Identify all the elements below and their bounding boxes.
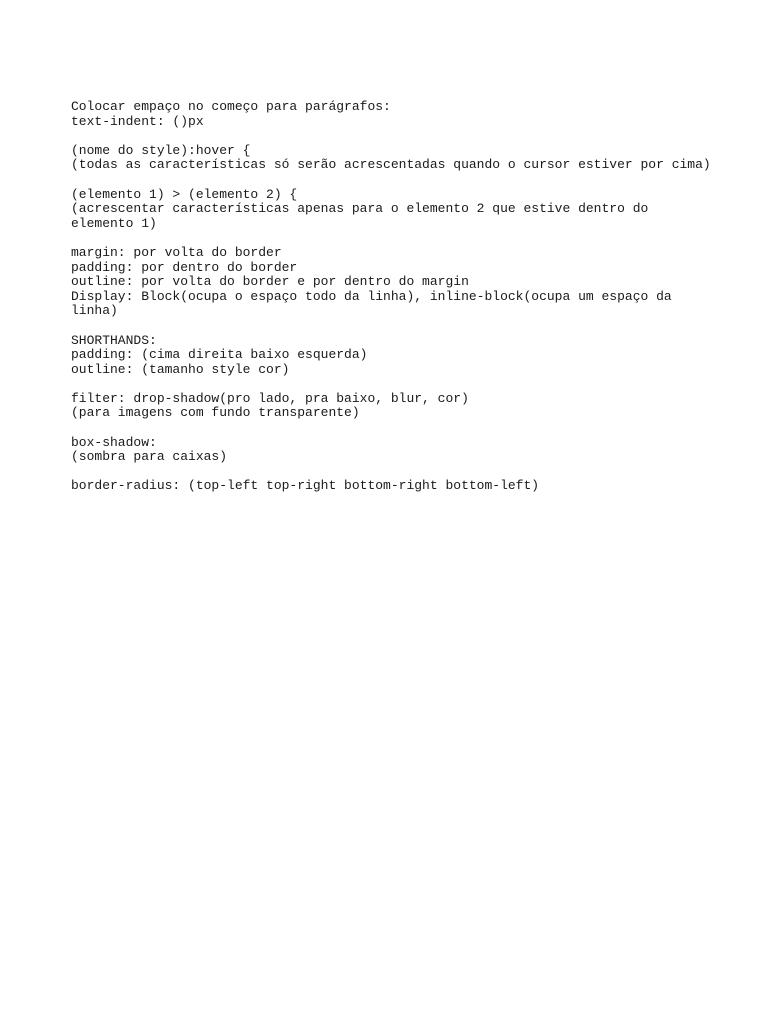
text-line: (nome do style):hover { xyxy=(71,142,251,158)
paragraph-shorthands xyxy=(71,334,711,378)
paragraph-box-model xyxy=(71,246,711,319)
text-line: Colocar empaço no começo para parágrafos: xyxy=(71,99,391,114)
text-line: Display: Block(ocupa o espaço todo da linha), inline-block(ocupa um espaço da linha) xyxy=(71,288,680,319)
text-line: filter: drop-shadow(pro lado, pra baixo, blur, cor) xyxy=(71,390,469,406)
paragraph-text-indent xyxy=(71,100,711,129)
text-line: (elemento 1) > (elemento 2) { xyxy=(71,186,298,202)
text-line: box-shadow: xyxy=(71,434,157,450)
paragraph-box-shadow xyxy=(71,436,711,465)
document-body xyxy=(71,100,711,509)
text-line: text-indent: ()px xyxy=(71,113,204,129)
text-line: outline: (tamanho style cor) xyxy=(71,361,290,377)
paragraph-filter xyxy=(71,392,711,421)
paragraph-hover xyxy=(71,144,711,173)
text-line: (para imagens com fundo transparente) xyxy=(71,405,360,421)
text-line: border-radius: (top-left top-right bottom-right bottom-left) xyxy=(71,478,540,494)
text-line: SHORTHANDS: xyxy=(71,332,157,348)
text-line: outline: por volta do border e por dentro do margin xyxy=(71,274,469,290)
text-line: (acrescentar características apenas para o elemento 2 que estive dentro do elemento 1) xyxy=(71,201,657,231)
text-line: padding: (cima direita baixo esquerda) xyxy=(71,347,368,363)
text-line: padding: por dentro do border xyxy=(71,259,298,275)
paragraph-border-radius xyxy=(71,479,711,494)
text-line: (sombra para caixas) xyxy=(71,449,228,465)
text-line: margin: por volta do border xyxy=(71,244,282,260)
paragraph-child-selector xyxy=(71,188,711,232)
text-line: (todas as características só serão acrescentadas quando o cursor estiver por cima) xyxy=(71,157,711,173)
